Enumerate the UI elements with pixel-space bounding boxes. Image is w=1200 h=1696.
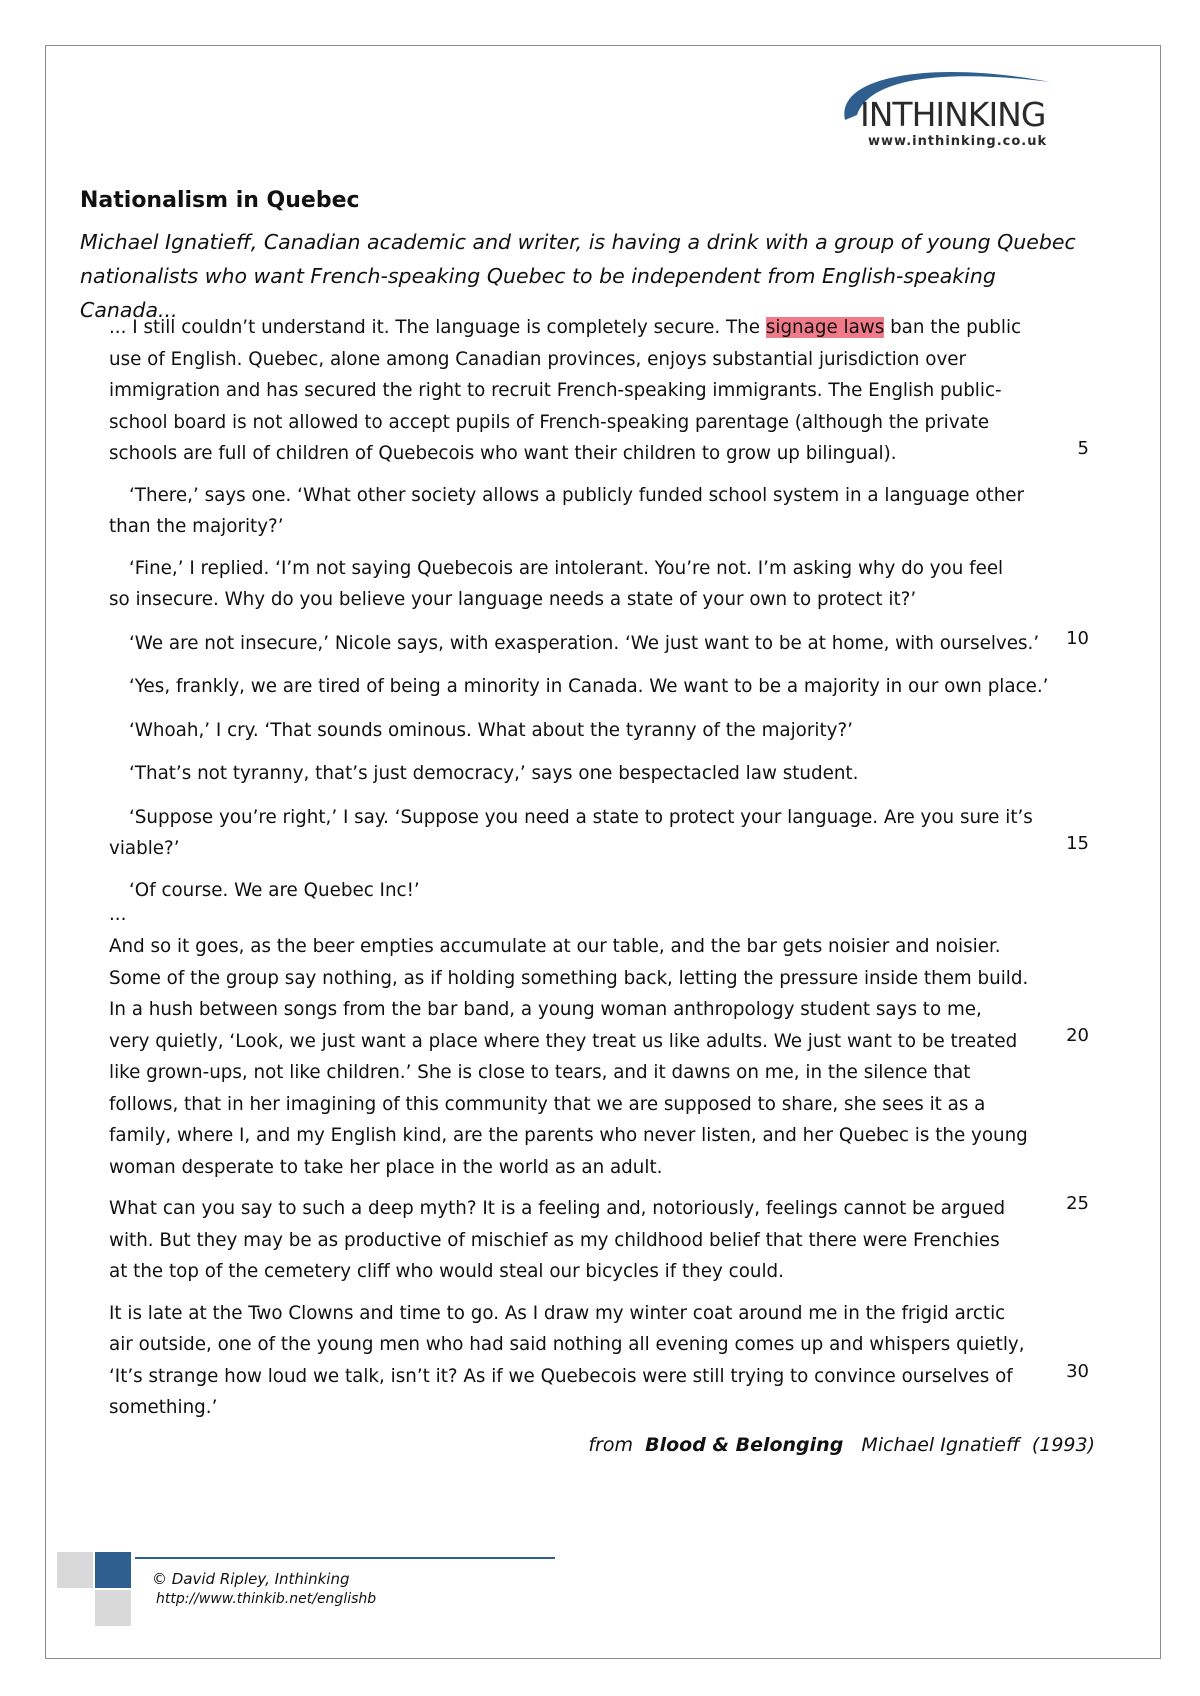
paragraph-6 <box>109 715 1099 747</box>
line: woman desperate to take her place in the world as an adult. <box>109 1156 663 1178</box>
footer-square-gray <box>95 1590 131 1626</box>
line: It is late at the Two Clowns and time to go. As I draw my winter coat around me in the frigid arctic <box>109 1302 1006 1324</box>
footer-square-blue <box>95 1552 131 1588</box>
paragraph-5 <box>109 671 1099 703</box>
line-number-15: 15 <box>1066 832 1089 854</box>
line: ‘We are not insecure,’ Nicole says, with exasperation. ‘We just want to be at home, with ourselves.’ <box>129 632 1040 654</box>
line: so insecure. Why do you believe your language needs a state of your own to protect it?’ <box>109 589 917 610</box>
line: with. But they may be as productive of mischief as my childhood belief that there were Frenchies <box>109 1229 1000 1251</box>
line: use of English. Quebec, alone among Canadian provinces, enjoys substantial jurisdiction over <box>109 348 967 370</box>
passage <box>109 312 1099 1424</box>
line-number-25: 25 <box>1066 1193 1089 1214</box>
line: ‘Whoah,’ I cry. ‘That sounds ominous. What about the tyranny of the majority?’ <box>129 719 853 741</box>
footer-divider <box>135 1557 555 1559</box>
line: ‘Fine,’ I replied. ‘I’m not saying Quebecois are intolerant. You’re not. I’m asking why do you feel <box>129 557 1004 579</box>
line: ‘Yes, frankly, we are tired of being a minority in Canada. We want to be a majority in our own place.’ <box>129 676 1049 697</box>
line: follows, that in her imagining of this community that we are supposed to share, she sees it as a <box>109 1093 986 1115</box>
line: ‘Of course. We are Quebec Inc!’ <box>129 879 420 901</box>
line: very quietly, ‘Look, we just want a place where they treat us like adults. We just want to be treated <box>109 1030 1018 1052</box>
paragraph-10 <box>109 931 1099 1183</box>
line: like grown-ups, not like children.’ She is close to tears, and it dawns on me, in the silence that <box>109 1062 971 1083</box>
ellipsis: ... <box>109 904 127 925</box>
footer-copyright: © David Ripley, Inthinking <box>152 1570 350 1588</box>
line: air outside, one of the young men who had said nothing all evening comes up and whispers quietly, <box>109 1334 1025 1355</box>
paragraph-8 <box>109 802 1099 865</box>
logo-url: www.inthinking.co.uk <box>868 134 1048 149</box>
line-number-30: 30 <box>1066 1360 1089 1382</box>
source-citation: from Blood & Belonging Michael Ignatieff (1993) <box>588 1434 1095 1456</box>
source-book: Blood & Belonging <box>645 1434 844 1456</box>
line: ... I still couldn’t understand it. The language is completely secure. The signage laws ban the public <box>109 317 1022 338</box>
paragraph-3 <box>109 553 1099 616</box>
paragraph-1 <box>109 312 1099 470</box>
paragraph-9 <box>109 875 1099 907</box>
page-title: Nationalism in Quebec <box>80 188 360 213</box>
line: In a hush between songs from the bar band, a young woman anthropology student says to me, <box>109 999 982 1020</box>
line: than the majority?’ <box>109 516 284 537</box>
line: ‘It’s strange how loud we talk, isn’t it? As if we Quebecois were still trying to convince ourselves of <box>109 1365 1013 1387</box>
logo-brand: INTHINKING <box>860 95 1046 134</box>
footer-url: http://www.thinkib.net/englishb <box>156 1591 377 1607</box>
intro: Michael Ignatieff, Canadian academic and writer, is having a drink with a group of young Quebec nationalists who want French-speaking Quebec to be independent from English-speaking Canada... <box>80 230 1076 322</box>
line: And so it goes, as the beer empties accumulate at our table, and the bar gets noisier and noisier. <box>109 936 1001 957</box>
paragraph-12 <box>109 1298 1099 1424</box>
line: schools are full of children of Quebecois who want their children to grow up bilingual). <box>109 443 897 464</box>
source-year: (1993) <box>1031 1434 1095 1456</box>
line-number-5: 5 <box>1077 438 1089 459</box>
line: ‘There,’ says one. ‘What other society allows a publicly funded school system in a language other <box>129 484 1025 506</box>
line-number-10: 10 <box>1066 627 1089 649</box>
footer-square-gray <box>57 1552 93 1588</box>
paragraph-2 <box>109 480 1099 543</box>
line: viable?’ <box>109 838 180 859</box>
paragraph-7 <box>109 758 1099 790</box>
line: school board is not allowed to accept pupils of French-speaking parentage (although the private <box>109 411 990 433</box>
line: immigration and has secured the right to recruit French-speaking immigrants. The English public- <box>109 380 1002 401</box>
line: ‘That’s not tyranny, that’s just democracy,’ says one bespectacled law student. <box>129 763 859 784</box>
line: ‘Suppose you’re right,’ I say. ‘Suppose you need a state to protect your language. Are you sure it’s <box>129 806 1033 828</box>
source-author: Michael Ignatieff <box>861 1434 1020 1456</box>
highlight-signage-laws: signage laws <box>765 317 885 338</box>
line: at the top of the cemetery cliff who would steal our bicycles if they could. <box>109 1261 784 1282</box>
paragraph-4 <box>109 628 1099 660</box>
line: Some of the group say nothing, as if holding something back, letting the pressure inside them build. <box>109 967 1029 989</box>
line: something.’ <box>109 1397 218 1418</box>
paragraph-11 <box>109 1193 1099 1288</box>
line-number-20: 20 <box>1066 1025 1089 1046</box>
line: family, where I, and my English kind, are the parents who never listen, and her Quebec is the young <box>109 1125 1028 1146</box>
line: What can you say to such a deep myth? It is a feeling and, notoriously, feelings cannot be argued <box>109 1198 1006 1219</box>
